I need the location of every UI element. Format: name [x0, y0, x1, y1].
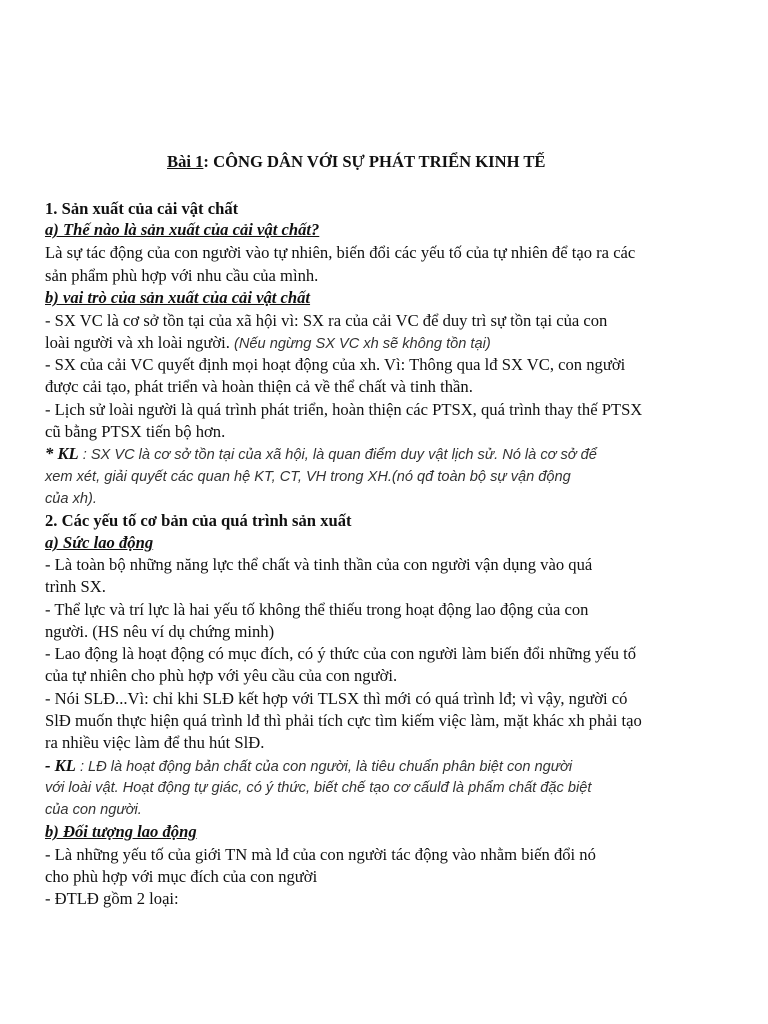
paragraph-line: - Là những yếu tố của giới TN mà lđ của con người tác động vào nhằm biến đổi nó: [45, 845, 596, 864]
paragraph-line: cũ bằng PTSX tiến bộ hơn.: [45, 422, 226, 441]
conclusion-text: : SX VC là cơ sở tồn tại của xã hội, là quan điểm duy vật lịch sử. Nó là cơ sở để: [78, 447, 597, 463]
paragraph-line: sản phẩm phù hợp với nhu cầu của mình.: [45, 266, 319, 285]
section-2a-heading: a) Sức lao động: [45, 533, 154, 552]
note-text: (Nếu ngừng SX VC xh sẽ không tồn tại): [234, 336, 491, 352]
conclusion-line: của xh).: [45, 491, 97, 507]
paragraph-line: ra nhiều việc làm để thu hút SlĐ.: [45, 733, 265, 752]
conclusion-text: : LĐ là hoạt động bản chất của con người, là tiêu chuẩn phân biệt con người: [75, 759, 573, 775]
paragraph-line: của tự nhiên cho phù hợp với yêu cầu của con người.: [45, 666, 398, 685]
conclusion-label: * KL: [45, 444, 79, 463]
paragraph-line: - ĐTLĐ gồm 2 loại:: [45, 889, 179, 908]
paragraph-line: Là sự tác động của con người vào tự nhiên, biến đổi các yếu tố của tự nhiên để tạo ra các: [45, 243, 636, 262]
section-2b-heading: b) Đối tượng lao động: [45, 822, 197, 841]
conclusion-line: của con người.: [45, 802, 142, 818]
paragraph-line: - Lao động là hoạt động có mục đích, có ý thức của con người làm biến đổi những yếu tố: [45, 644, 637, 663]
section-1a-heading: a) Thế nào là sản xuất của cải vật chất?: [45, 220, 320, 239]
section-1b-heading: b) vai trò của sản xuất của cải vật chất: [45, 288, 311, 307]
title-text: CÔNG DÂN VỚI SỰ PHÁT TRIỂN KINH TẾ: [208, 152, 546, 171]
paragraph-text: loài người và xh loài người.: [45, 333, 235, 352]
paragraph-line: - Nói SLĐ...Vì: chỉ khi SLĐ kết hợp với TLSX thì mới có quá trình lđ; vì vậy, người có: [45, 689, 628, 708]
paragraph-line: cho phù hợp với mục đích của con người: [45, 867, 318, 886]
lesson-label: Bài 1: [167, 152, 204, 171]
conclusion-line: xem xét, giải quyết các quan hệ KT, CT, VH trong XH.(nó qđ toàn bộ sự vận động: [45, 469, 571, 485]
paragraph-line: trình SX.: [45, 577, 106, 596]
section-2-heading: 2. Các yếu tố cơ bản của quá trình sản xuất: [45, 511, 352, 530]
paragraph-line: [45, 332, 491, 355]
paragraph-line: - SX của cải VC quyết định mọi hoạt động của xh. Vì: Thông qua lđ SX VC, con người: [45, 355, 626, 374]
conclusion-line: [45, 443, 597, 466]
paragraph-line: - SX VC là cơ sở tồn tại của xã hội vì: SX ra của cải VC để duy trì sự tồn tại của con: [45, 311, 608, 330]
paragraph-line: - Thể lực và trí lực là hai yếu tố không thể thiếu trong hoạt động lao động của con: [45, 600, 589, 619]
paragraph-line: người. (HS nêu ví dụ chứng minh): [45, 622, 275, 641]
conclusion-line: [45, 755, 572, 778]
conclusion-label: - KL: [45, 756, 76, 775]
paragraph-line: SlĐ muốn thực hiện quá trình lđ thì phải tích cực tìm kiếm việc làm, mặt khác xh phải tạo: [45, 711, 642, 730]
page-title: [167, 151, 546, 173]
paragraph-line: được cải tạo, phát triển và hoàn thiện cả về thể chất và tinh thần.: [45, 377, 473, 396]
paragraph-line: - Là toàn bộ những năng lực thể chất và tinh thần của con người vận dụng vào quá: [45, 555, 593, 574]
section-1-heading: 1. Sản xuất của cải vật chất: [45, 199, 239, 218]
conclusion-line: với loài vật. Hoạt động tự giác, có ý thức, biết chế tạo cơ cấulđ là phẩm chất đặc biệt: [45, 780, 592, 796]
paragraph-line: - Lịch sử loài người là quá trình phát triển, hoàn thiện các PTSX, quá trình thay thế PTSX: [45, 400, 643, 419]
title-colon: :: [203, 152, 209, 171]
